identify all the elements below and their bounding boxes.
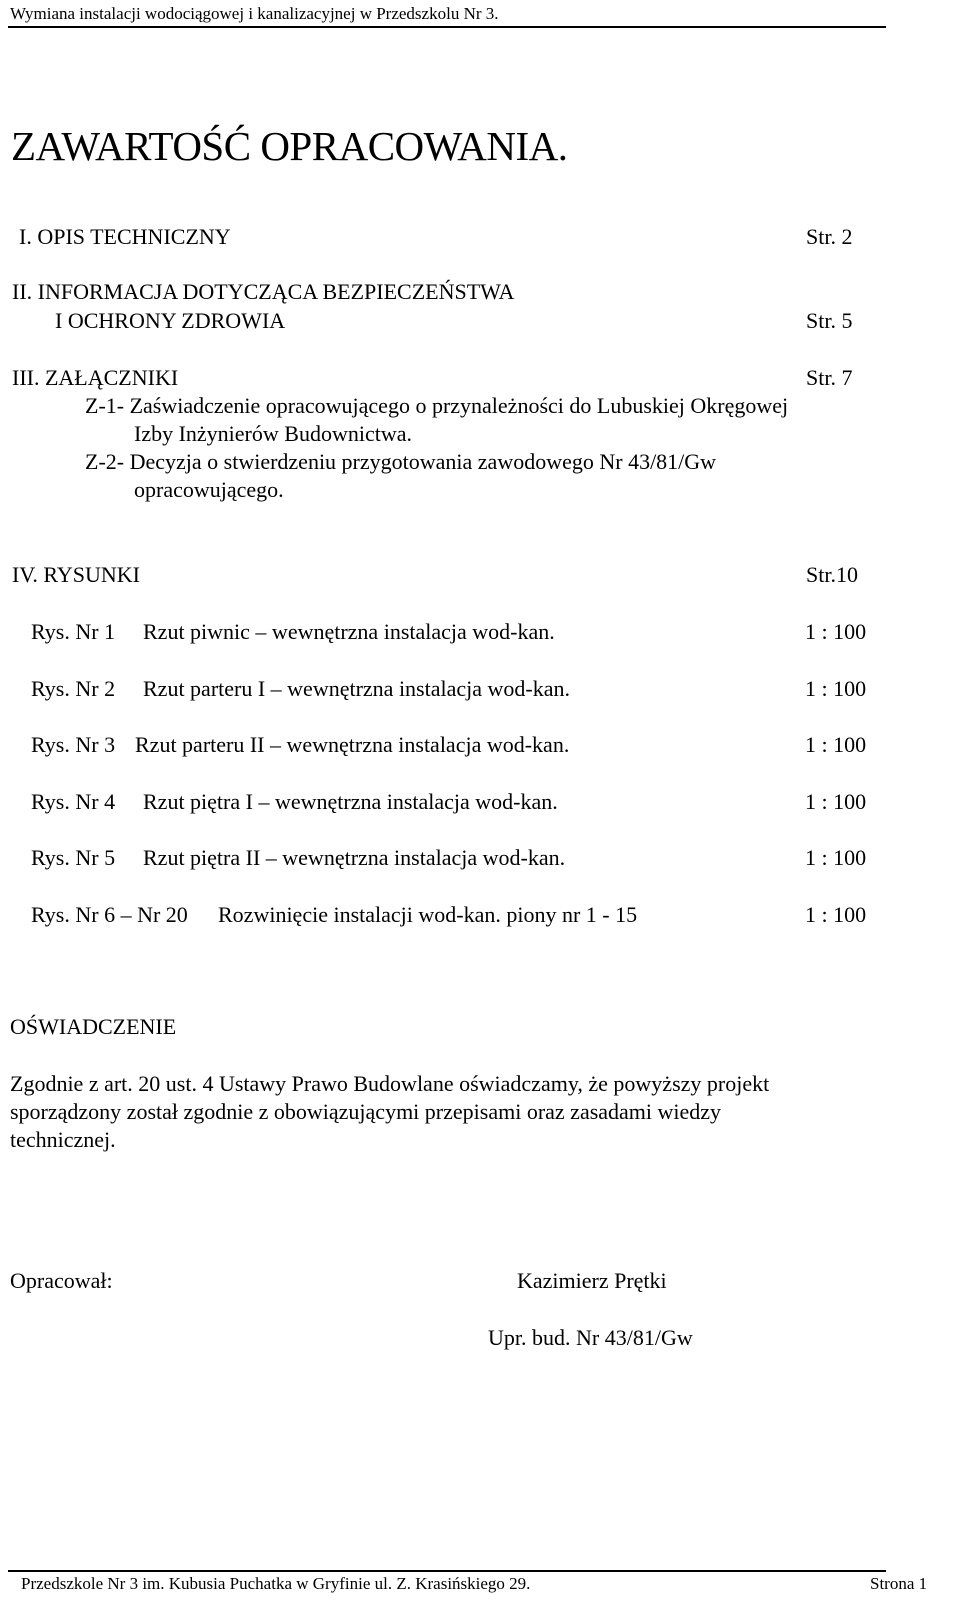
toc-section-4-page: Str.10 — [806, 562, 858, 587]
drawing-6-scale: 1 : 100 — [805, 902, 867, 927]
author-name: Kazimierz Prętki — [517, 1268, 667, 1293]
drawing-1-scale: 1 : 100 — [805, 619, 867, 644]
toc-section-1-label: I. OPIS TECHNICZNY — [19, 224, 231, 249]
drawing-4-description: Rzut piętra I – wewnętrzna instalacja wod-kan. — [143, 789, 558, 814]
header-rule — [8, 26, 886, 28]
statement-heading: OŚWIADCZENIE — [10, 1014, 177, 1039]
drawing-6-description: Rozwinięcie instalacji wod-kan. piony nr 1 - 15 — [218, 902, 638, 927]
author-license: Upr. bud. Nr 43/81/Gw — [488, 1325, 693, 1350]
toc-section-1-page: Str. 2 — [806, 224, 853, 249]
drawing-2-description: Rzut parteru I – wewnętrzna instalacja wod-kan. — [143, 676, 570, 701]
drawing-1-number: Rys. Nr 1 — [31, 619, 116, 644]
drawing-5-scale: 1 : 100 — [805, 845, 867, 870]
toc-section-4-label: IV. RYSUNKI — [12, 562, 140, 587]
drawing-3-description: Rzut parteru II – wewnętrzna instalacja wod-kan. — [135, 732, 570, 757]
footer-rule — [8, 1570, 886, 1572]
document-title: ZAWARTOŚĆ OPRACOWANIA. — [11, 123, 568, 169]
toc-section-2-line1: II. INFORMACJA DOTYCZĄCA BEZPIECZEŃSTWA — [12, 279, 515, 304]
toc-attachment-z1-line2: Izby Inżynierów Budownictwa. — [134, 421, 412, 446]
drawing-3-scale: 1 : 100 — [805, 732, 867, 757]
drawing-2-scale: 1 : 100 — [805, 676, 867, 701]
statement-line-3: technicznej. — [10, 1127, 116, 1152]
prepared-by-label: Opracował: — [10, 1268, 113, 1293]
toc-section-2-line2: I OCHRONY ZDROWIA — [55, 308, 286, 333]
statement-line-1: Zgodnie z art. 20 ust. 4 Ustawy Prawo Budowlane oświadczamy, że powyższy projekt — [10, 1071, 770, 1096]
drawing-6-number: Rys. Nr 6 – Nr 20 — [31, 902, 188, 927]
footer-address: Przedszkole Nr 3 im. Kubusia Puchatka w Gryfinie ul. Z. Krasińskiego 29. — [21, 1574, 531, 1593]
toc-section-3-page: Str. 7 — [806, 365, 853, 390]
toc-section-2-page: Str. 5 — [806, 308, 853, 333]
statement-line-2: sporządzony został zgodnie z obowiązującymi przepisami oraz zasadami wiedzy — [10, 1099, 722, 1124]
drawing-5-number: Rys. Nr 5 — [31, 845, 116, 870]
drawing-3-number: Rys. Nr 3 — [31, 732, 116, 757]
toc-section-3-label: III. ZAŁĄCZNIKI — [12, 365, 179, 390]
drawing-1-description: Rzut piwnic – wewnętrzna instalacja wod-kan. — [143, 619, 555, 644]
toc-attachment-z2-line2: opracowującego. — [134, 477, 284, 502]
footer-page-number: Strona 1 — [870, 1574, 928, 1593]
toc-attachment-z1-line1: Z-1- Zaświadczenie opracowującego o przynależności do Lubuskiej Okręgowej — [85, 393, 789, 418]
drawing-2-number: Rys. Nr 2 — [31, 676, 116, 701]
drawing-5-description: Rzut piętra II – wewnętrzna instalacja wod-kan. — [143, 845, 566, 870]
toc-attachment-z2-line1: Z-2- Decyzja o stwierdzeniu przygotowania zawodowego Nr 43/81/Gw — [85, 449, 717, 474]
drawing-4-number: Rys. Nr 4 — [31, 789, 116, 814]
running-header: Wymiana instalacji wodociągowej i kanalizacyjnej w Przedszkolu Nr 3. — [10, 4, 499, 23]
drawing-4-scale: 1 : 100 — [805, 789, 867, 814]
